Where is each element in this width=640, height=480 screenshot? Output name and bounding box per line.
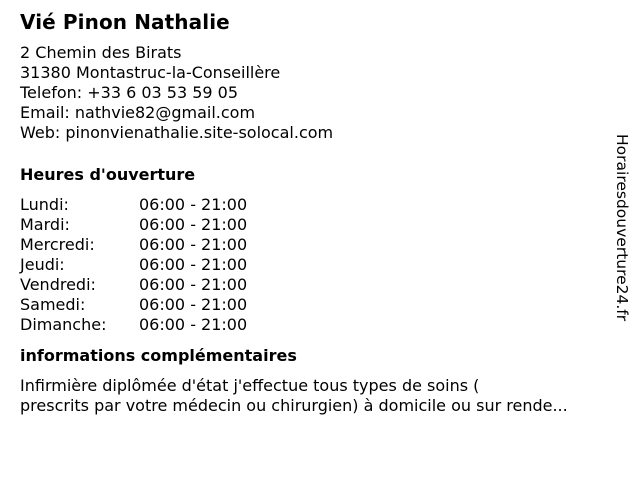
info-line-1: Infirmière diplômée d'état j'effectue tous types de soins ( bbox=[20, 376, 480, 395]
day-label: Vendredi: bbox=[20, 275, 96, 294]
info-line-2: prescrits par votre médecin ou chirurgien) à domicile ou sur rende... bbox=[20, 396, 568, 415]
hours-row-dimanche bbox=[20, 315, 615, 335]
additional-info-text bbox=[20, 376, 615, 416]
hours-row-mercredi bbox=[20, 235, 615, 255]
time-range: 06:00 - 21:00 bbox=[139, 215, 248, 234]
city-address: 31380 Montastruc-la-Conseillère bbox=[20, 63, 281, 82]
street-address: 2 Chemin des Birats bbox=[20, 43, 182, 62]
time-range: 06:00 - 21:00 bbox=[139, 195, 248, 214]
email-line[interactable]: Email: nathvie82@gmail.com bbox=[20, 103, 256, 122]
hours-row-samedi bbox=[20, 295, 615, 315]
time-range: 06:00 - 21:00 bbox=[139, 315, 248, 334]
business-name: Vié Pinon Nathalie bbox=[20, 10, 230, 34]
day-label: Dimanche: bbox=[20, 315, 107, 334]
time-range: 06:00 - 21:00 bbox=[139, 255, 248, 274]
contact-block bbox=[20, 43, 615, 143]
time-range: 06:00 - 21:00 bbox=[139, 295, 248, 314]
site-watermark bbox=[612, 134, 632, 346]
opening-hours-table bbox=[20, 195, 615, 335]
business-details bbox=[20, 8, 615, 416]
day-label: Mardi: bbox=[20, 215, 70, 234]
hours-row-jeudi bbox=[20, 255, 615, 275]
opening-hours-heading: Heures d'ouverture bbox=[20, 165, 196, 184]
additional-info-heading: informations complémentaires bbox=[20, 346, 297, 365]
watermark-text: Horairesdouverture24.fr bbox=[613, 134, 631, 322]
time-range: 06:00 - 21:00 bbox=[139, 235, 248, 254]
hours-row-vendredi bbox=[20, 275, 615, 295]
time-range: 06:00 - 21:00 bbox=[139, 275, 248, 294]
day-label: Jeudi: bbox=[20, 255, 65, 274]
phone-line[interactable]: Telefon: +33 6 03 53 59 05 bbox=[20, 83, 239, 102]
day-label: Lundi: bbox=[20, 195, 69, 214]
day-label: Mercredi: bbox=[20, 235, 95, 254]
hours-row-mardi bbox=[20, 215, 615, 235]
day-label: Samedi: bbox=[20, 295, 86, 314]
hours-row-lundi bbox=[20, 195, 615, 215]
website-line[interactable]: Web: pinonvienathalie.site-solocal.com bbox=[20, 123, 334, 142]
